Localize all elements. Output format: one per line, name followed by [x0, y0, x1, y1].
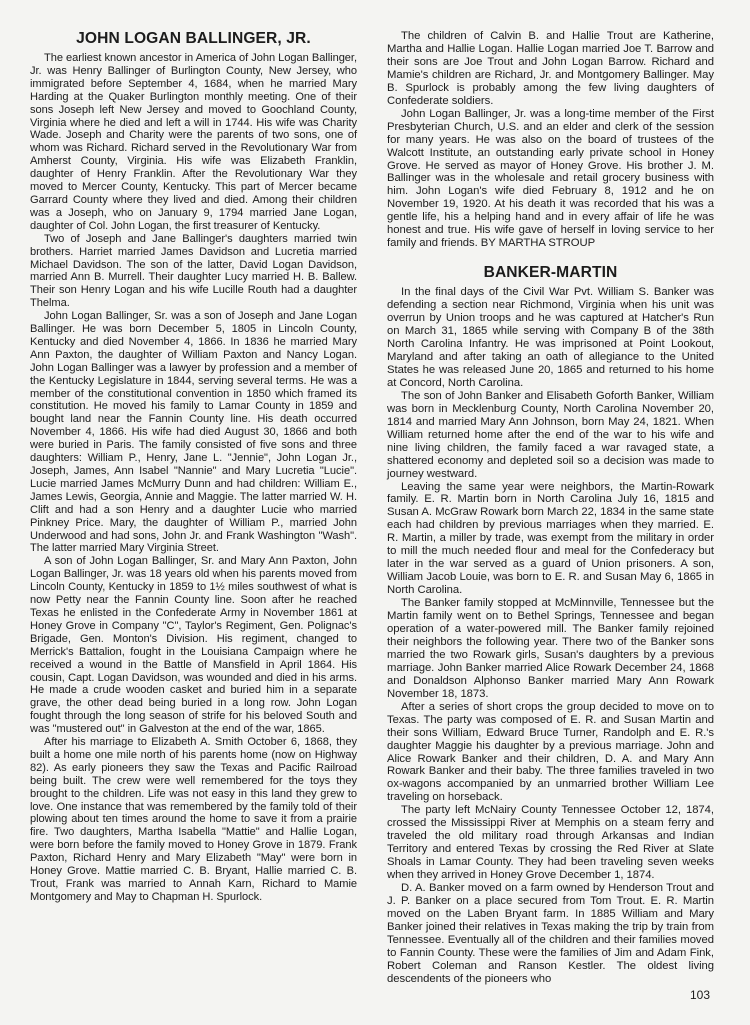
left-column [30, 20, 357, 904]
article-heading: BANKER-MARTIN [483, 264, 618, 282]
paragraph: After his marriage to Elizabeth A. Smith October 6, 1868, they built a home one mile north of his parents home (now on Highway 82). As early pioneers they saw the Texas and Pacific Railroad being built. The crew were well remembered for the toys they brought to the children. Life was not easy in this land they grew to love. One instance that was remembered by the family told of their plowing about ten times around the home to save it from a prairie fire. Two daughters, Martha Isabella "Mattie" and Hallie Logan, were born before the family moved to Honey Grove in 1879. Frank Paxton, Richard Henry and Mary Elizabeth "May" were born in Honey Grove. Mattie married C. B. Bryant, Hallie married C. B. Trout, Frank was married to Annah Karn, Richard to Mamie Montgomery and May to Chapman H. Spurlock. [30, 736, 357, 903]
paragraph: After a series of short crops the group decided to move on to Texas. The party was composed of E. R. and Susan Martin and their sons William, Edward Bruce Turner, Randolph and E. R.'s daughter Maggie his daughter by a previous marriage. John and Alice Rowark Banker and their children, D. A. and Mary Ann Rowark Banker and their baby. The three families traveled in two ox-wagons accompanied by an unmarried brother William Lee traveling on horseback. [387, 700, 714, 804]
right-column [387, 30, 714, 986]
paragraph: In the final days of the Civil War Pvt. William S. Banker was defending a section near Richmond, Virginia when his unit was overrun by Union troops and he was captured at Hatcher's Run on March 31, 1865 while serving with Company B of the 38th North Carolina Infantry. He was imprisoned at Point Lookout, Maryland and after taking an oath of allegiance to the United States he was released June 20, 1865 and returned to his home at Concord, North Carolina. [387, 286, 714, 389]
paragraph: John Logan Ballinger, Jr. was a long-time member of the First Presbyterian Church, U.S. and an elder and clerk of the session for many years. He was also on the board of trustees of the Walcott Institute, an outstanding early private school in Honey Grove. He served as mayor of Honey Grove. His brother J. M. Ballinger was in the wholesale and retail grocery business with him. John Logan's wife died February 8, 1912 and he on November 19, 1920. At his death it was recorded that his was a gentle life, his a helping hand and in every affair of life he was honest and true. His wife gave of herself in loving service to her family and friends. BY MARTHA STROUP [387, 107, 714, 250]
paragraph: Two of Joseph and Jane Ballinger's daughters married twin brothers. Harriet married James Davidson and Lucretia married Michael Davidson. The son of the latter, David Logan Davidson, married Ann B. Murrell. Their daughter Lucy married H. B. Ballew. Their son Henry Logan and his wife Lucille Routh had a daughter Thelma. [30, 232, 357, 310]
paragraph: D. A. Banker moved on a farm owned by Henderson Trout and J. P. Banker on a place secured from Tom Trout. E. R. Martin moved on the Laben Bryant farm. In 1885 William and Mary Banker joined their relatives in Texas making the trip by train from Tennessee. Eventually all of the children and their families moved to Fannin County. These were the families of Jim and Adam Fink, Robert Coleman and Ranson Kestler. The oldest living descendents of the pioneers who [387, 882, 714, 985]
paragraph: The party left McNairy County Tennessee October 12, 1874, crossed the Mississippi River at Memphis on a steam ferry and traveled the old military road through Arkansas and Indian Territory and entered Texas by crossing the Red River at Slate Shoals in Lamar County. They had been traveling seven weeks when they arrived in Honey Grove December 1, 1874. [387, 804, 714, 882]
paragraph: Leaving the same year were neighbors, the Martin-Rowark family. E. R. Martin born in North Carolina July 16, 1815 and Susan A. McGraw Rowark born March 22, 1834 in the same state each had children by previous marriages when they married. E. R. Martin, a miller by trade, was exempt from the military in order to mill the much needed flour and meal for the Confederacy but later in the war served as a guard of Union prisoners. A son, William Jacob Louie, was born to E. R. and Susan May 6, 1865 in North Carolina. [387, 480, 714, 597]
paragraph: The earliest known ancestor in America of John Logan Ballinger, Jr. was Henry Ballinger of Burlington County, New Jersey, who immigrated before September 4, 1684, when he married Mary Harding at the Quaker Burlington monthly meeting. One of their sons Joseph left New Jersey and moved to Goochland County, Virginia where he died and left a will in 1744. His wife was Charity Wade. Joseph and Charity were the parents of two sons, one of whom was Richard. Richard served in the Revolutionary War from Amherst County, Virginia. His wife was Elizabeth Franklin, daughter of Henry Franklin. After the Revolutionary War they moved to Mercer County, Kentucky. This part of Mercer became Garrard County where they lived and died. Among their children was a Joseph, who on January 9, 1794 married Jane Logan, daughter of Col. John Logan, the first treasurer of Kentucky. [30, 52, 357, 232]
paragraph: The children of Calvin B. and Hallie Trout are Katherine, Martha and Hallie Logan. Hallie Logan married Joe T. Barrow and their sons are Joe Trout and John Logan Barrow. Richard and Mamie's children are Richard, Jr. and Montgomery Ballinger. May B. Spurlock is probably among the few living daughters of Confederate soldiers. [387, 30, 714, 107]
paragraph: The son of John Banker and Elisabeth Goforth Banker, William was born in Mecklenburg County, North Carolina November 20, 1814 and married Mary Ann Johnson, born May 24, 1821. When William returned home after the end of the war to his wife and nine living children, the family faced a war ravaged state, a shattered economy and depleted soil so a decision was made to journey westward. [387, 389, 714, 480]
paragraph: A son of John Logan Ballinger, Sr. and Mary Ann Paxton, John Logan Ballinger, Jr. was 18 years old when his parents moved from Lincoln County, Kentucky in 1859 to 1½ miles southwest of what is now Petty near the Fannin County line. Soon after he reached Texas he enlisted in the Confederate Army in November 1861 at Honey Grove in Company "C", Taylor's Regiment, Gen. Polignac's Brigade, Gen. Monton's Division. His regiment, changed to Merrick's Battalion, fought in the Louisiana Campaign where he received a wound in the Battle of Mansfield in April 1864. His cousin, Capt. Logan Davidson, was wounded and died in his arms. He made a crude wooden casket and buried him in a separate grave, the other dead being buried in a long row. John Logan fought through the long season of strife for his beloved South and was "mustered out" in Galveston at the end of the war, 1865. [30, 555, 357, 736]
page-number: 103 [689, 988, 710, 1002]
article-heading: JOHN LOGAN BALLINGER, JR. [76, 30, 311, 47]
paragraph: The Banker family stopped at McMinnville, Tennessee but the Martin family went on to Bethel Springs, Tennessee and began operation of a water-powered mill. The Banker family rejoined their neighbors the following year. There two of the Banker sons married the two Rowark girls, Susan's daughters by a previous marriage. John Banker married Alice Rowark December 24, 1868 and Donaldson Alphonso Banker married Mary Ann Rowark November 18, 1873. [387, 597, 714, 700]
paragraph: John Logan Ballinger, Sr. was a son of Joseph and Jane Logan Ballinger. He was born December 5, 1805 in Lincoln County, Kentucky and died November 4, 1866. In 1836 he married Mary Ann Paxton, the daughter of William Paxton and Nancy Logan. John Logan Ballinger was a lawyer by profession and a member of the Kentucky Legislature in 1844, serving several terms. He was a member of the constitutional convention in 1850 which framed its constitution. He moved his family to Lamar County in 1859 and bought land near the Fannin County line. His death occurred November 4, 1866. His wife had died August 30, 1866 and both were buried in Paris. The family consisted of five sons and three daughters: William P., Henry, Jane L. "Jennie", John Logan Jr., Joseph, James, Ann Isabel "Nannie" and Mary Lucretia "Lucie". Lucie married James McMurry Dunn and had children: William E., James Lewis, Georgia, Annie and Maggie. The latter married W. H. Clift and had a son Henry and a daughter Lucie who married Pinkney Price. Mary, the daughter of William P., married John Underwood and had sons, John Jr. and Frank Washington "Wash". The latter married Mary Virginia Street. [30, 310, 357, 555]
